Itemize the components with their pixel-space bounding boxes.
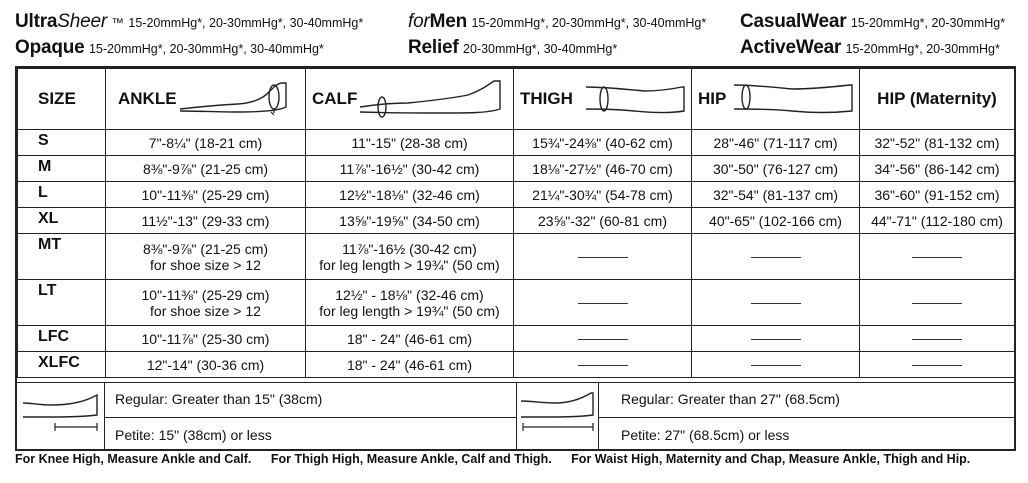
ankle-leg-icon bbox=[178, 77, 296, 117]
calf-cell: 13⅝"-19⅝" (34-50 cm) bbox=[306, 208, 514, 234]
thigh-leg-icon bbox=[584, 77, 688, 119]
casualwear-brand: CasualWear bbox=[740, 11, 847, 32]
maternity-cell-empty bbox=[860, 352, 1015, 378]
thigh-cell-empty bbox=[514, 234, 692, 280]
relief-specs: 20-30mmHg*, 30-40mmHg* bbox=[463, 42, 618, 56]
table-row bbox=[18, 352, 1015, 378]
thigh-cell: 18⅛"-27½" (46-70 cm) bbox=[514, 156, 692, 182]
table-row bbox=[18, 208, 1015, 234]
table-row bbox=[18, 156, 1015, 182]
hip-cell-empty bbox=[692, 352, 860, 378]
table-row bbox=[18, 326, 1015, 352]
ankle-cell: 10"-11⅜" (25-29 cm) for shoe size > 12 bbox=[106, 280, 306, 326]
opaque-specs: 15-20mmHg*, 20-30mmHg*, 30-40mmHg* bbox=[88, 42, 324, 56]
hip-cell: 30"-50" (76-127 cm) bbox=[692, 156, 860, 182]
footer-thigh-text: For Thigh High, Measure Ankle, Calf and Thigh. bbox=[270, 452, 552, 466]
knee-length-icon-cell bbox=[17, 383, 105, 451]
relief-brand: Relief bbox=[408, 37, 459, 58]
thigh-regular-text: Regular: Greater than 27" (68.5cm) bbox=[621, 391, 840, 407]
thigh-cell: 23⅝"-32" (60-81 cm) bbox=[514, 208, 692, 234]
calf-cell: 18" - 24" (46-61 cm) bbox=[306, 352, 514, 378]
table-row bbox=[18, 130, 1015, 156]
calf-cell: 11⅞"-16½" (30-42 cm) bbox=[306, 156, 514, 182]
activewear-line bbox=[740, 38, 1000, 57]
column-header-size: SIZE bbox=[18, 69, 106, 130]
knee-length-leg-icon bbox=[21, 387, 101, 447]
ankle-cell: 7"-8¼" (18-21 cm) bbox=[106, 130, 306, 156]
maternity-cell: 32"-52" (81-132 cm) bbox=[860, 130, 1015, 156]
opaque-brand: Opaque bbox=[15, 37, 85, 58]
trademark: ™ bbox=[111, 16, 124, 30]
thigh-cell-empty bbox=[514, 326, 692, 352]
ankle-cell: 8⅜"-9⅞" (21-25 cm) for shoe size > 12 bbox=[106, 234, 306, 280]
column-header-calf: CALF bbox=[306, 69, 514, 130]
hip-cell-empty bbox=[692, 326, 860, 352]
column-header-thigh: THIGH bbox=[514, 69, 692, 130]
activewear-brand: ActiveWear bbox=[740, 37, 842, 58]
casualwear-specs: 15-20mmHg*, 20-30mmHg* bbox=[850, 16, 1006, 30]
hip-cell-empty bbox=[692, 280, 860, 326]
hip-cell: 32"-54" (81-137 cm) bbox=[692, 182, 860, 208]
size-table bbox=[17, 68, 1015, 378]
ankle-cell: 12"-14" (30-36 cm) bbox=[106, 352, 306, 378]
size-cell: XLFC bbox=[18, 352, 106, 378]
table-row bbox=[18, 182, 1015, 208]
calf-cell: 18" - 24" (46-61 cm) bbox=[306, 326, 514, 352]
thigh-cell: 21¼"-30¾" (54-78 cm) bbox=[514, 182, 692, 208]
hip-cell: 40"-65" (102-166 cm) bbox=[692, 208, 860, 234]
relief-line bbox=[408, 38, 617, 57]
ankle-cell: 10"-11⅞" (25-30 cm) bbox=[106, 326, 306, 352]
size-cell: L bbox=[18, 182, 106, 208]
thigh-petite-text: Petite: 27" (68.5cm) or less bbox=[621, 427, 790, 443]
ankle-cell: 11½"-13" (29-33 cm) bbox=[106, 208, 306, 234]
thigh-length-leg-icon bbox=[519, 387, 595, 447]
hip-cell: 28"-46" (71-117 cm) bbox=[692, 130, 860, 156]
calf-cell: 11⅞"-16½ (30-42 cm) for leg length > 19¾" (50 cm) bbox=[306, 234, 514, 280]
column-header-hip: HIP bbox=[692, 69, 860, 130]
knee-regular-text: Regular: Greater than 15" (38cm) bbox=[115, 391, 323, 407]
calf-cell: 12½" - 18⅛" (32-46 cm) for leg length > 19¾" (50 cm) bbox=[306, 280, 514, 326]
maternity-cell: 34"-56" (86-142 cm) bbox=[860, 156, 1015, 182]
table-row bbox=[18, 280, 1015, 326]
maternity-cell-empty bbox=[860, 280, 1015, 326]
calf-leg-icon bbox=[358, 77, 508, 119]
ankle-cell: 8⅜"-9⅞" (21-25 cm) bbox=[106, 156, 306, 182]
ultrasheer-specs: 15-20mmHg*, 20-30mmHg*, 30-40mmHg* bbox=[128, 16, 364, 30]
ankle-cell: 10"-11⅜" (25-29 cm) bbox=[106, 182, 306, 208]
column-header-ankle: ANKLE bbox=[106, 69, 306, 130]
table-row bbox=[18, 234, 1015, 280]
size-cell: LFC bbox=[18, 326, 106, 352]
footer-waist-text: For Waist High, Maternity and Chap, Measure Ankle, Thigh and Hip. bbox=[571, 452, 971, 466]
table-header-row bbox=[18, 69, 1015, 130]
opaque-line bbox=[15, 38, 324, 57]
activewear-specs: 15-20mmHg*, 20-30mmHg* bbox=[845, 42, 1000, 56]
maternity-cell: 44"-71" (112-180 cm) bbox=[860, 208, 1015, 234]
size-cell: XL bbox=[18, 208, 106, 234]
thigh-length-icon-cell bbox=[517, 383, 599, 451]
size-cell: LT bbox=[18, 280, 106, 326]
size-cell: M bbox=[18, 156, 106, 182]
hip-leg-icon bbox=[732, 77, 856, 119]
column-header-hip-maternity: HIP (Maternity) bbox=[860, 69, 1015, 130]
ultrasheer-line bbox=[15, 12, 363, 31]
formen-brand: forMen bbox=[408, 11, 467, 32]
measurement-footer bbox=[15, 452, 986, 466]
calf-cell: 12½"-18⅛" (32-46 cm) bbox=[306, 182, 514, 208]
length-section bbox=[17, 382, 1014, 451]
calf-cell: 11"-15" (28-38 cm) bbox=[306, 130, 514, 156]
size-chart bbox=[15, 66, 1016, 451]
size-cell: S bbox=[18, 130, 106, 156]
thigh-cell-empty bbox=[514, 352, 692, 378]
maternity-cell-empty bbox=[860, 326, 1015, 352]
thigh-cell: 15¾"-24⅜" (40-62 cm) bbox=[514, 130, 692, 156]
footer-knee-text: For Knee High, Measure Ankle and Calf. bbox=[15, 452, 252, 466]
maternity-cell-empty bbox=[860, 234, 1015, 280]
hip-cell-empty bbox=[692, 234, 860, 280]
knee-petite-text: Petite: 15" (38cm) or less bbox=[115, 427, 272, 443]
casualwear-line bbox=[740, 12, 1005, 31]
size-cell: MT bbox=[18, 234, 106, 280]
maternity-cell: 36"-60" (91-152 cm) bbox=[860, 182, 1015, 208]
formen-specs: 15-20mmHg*, 20-30mmHg*, 30-40mmHg* bbox=[471, 16, 707, 30]
ultrasheer-brand: UltraSheer bbox=[15, 11, 107, 32]
thigh-cell-empty bbox=[514, 280, 692, 326]
formen-line bbox=[408, 12, 706, 31]
